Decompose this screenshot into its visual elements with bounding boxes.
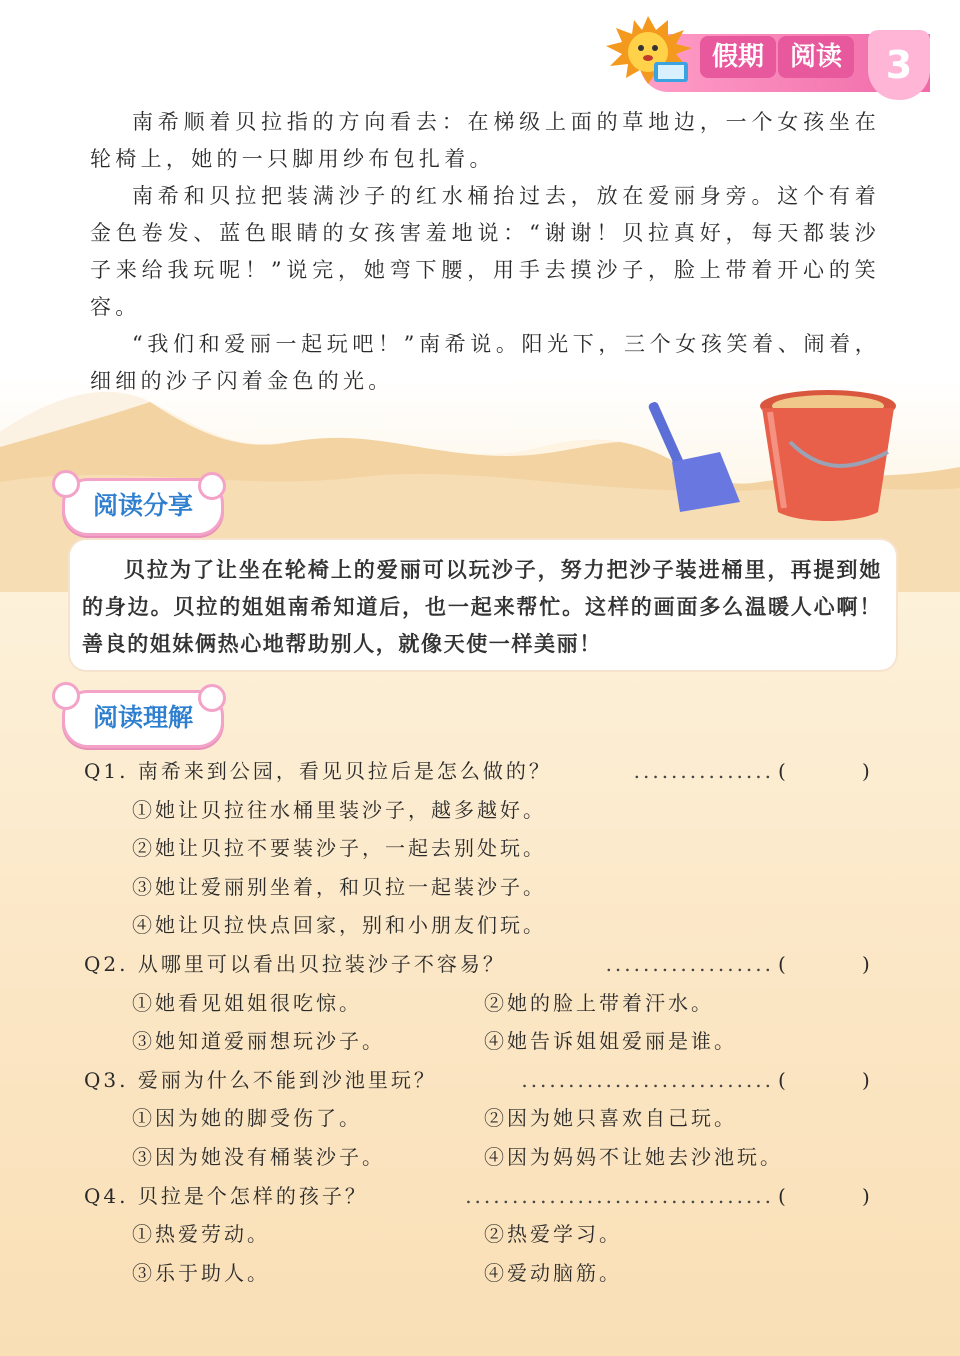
share-text: 贝拉为了让坐在轮椅上的爱丽可以玩沙子，努力把沙子装进桶里，再提到她的身边。贝拉的姐姐南希知道后，也一起来帮忙。这样的画面多么温暖人心啊！善良的姐妹俩热心地帮助别人，就像天使一样美丽！ <box>82 558 882 656</box>
cloud-bubble-icon <box>198 684 226 712</box>
option-row <box>84 1022 884 1061</box>
option-row <box>84 1138 884 1177</box>
option-row <box>84 868 884 907</box>
comprehension-section-title: 阅读理解 <box>92 703 193 732</box>
answer-bracket-open[interactable]: ( <box>778 1183 786 1208</box>
option[interactable]: ④她让贝拉快点回家，别和小朋友们玩。 <box>132 913 546 938</box>
question-list <box>84 752 884 1292</box>
option[interactable]: ④因为妈妈不让她去沙池玩。 <box>484 1144 783 1169</box>
answer-bracket-open[interactable]: ( <box>778 759 786 783</box>
question-row <box>84 945 884 984</box>
answer-bracket-close[interactable]: ) <box>862 1067 870 1092</box>
option[interactable]: ④爱动脑筋。 <box>484 1260 622 1285</box>
cloud-bubble-icon <box>52 682 80 710</box>
option[interactable]: ③因为她没有桶装沙子。 <box>132 1144 385 1169</box>
answer-bracket-open[interactable]: ( <box>778 1067 786 1092</box>
option-row <box>84 1254 884 1293</box>
option-row <box>84 1215 884 1254</box>
option[interactable]: ③她知道爱丽想玩沙子。 <box>132 1029 385 1054</box>
share-section-title: 阅读分享 <box>92 491 193 520</box>
option[interactable]: ④她告诉姐姐爱丽是谁。 <box>484 1029 737 1054</box>
lion-mascot-icon <box>596 14 700 90</box>
option-row <box>84 1099 884 1138</box>
option-row <box>84 829 884 868</box>
option[interactable]: ②她让贝拉不要装沙子，一起去别处玩。 <box>132 836 546 861</box>
page-number: 3 <box>868 30 930 100</box>
header-tag-holiday: 假期 <box>700 36 776 78</box>
option[interactable]: ①她让贝拉往水桶里装沙子，越多越好。 <box>132 797 546 822</box>
question-text: Q4. 贝拉是个怎样的孩子？ <box>84 1183 368 1208</box>
leader-dots: ............... <box>633 759 774 783</box>
answer-bracket-close[interactable]: ) <box>862 1183 870 1208</box>
option[interactable]: ③她让爱丽别坐着，和贝拉一起装沙子。 <box>132 874 546 899</box>
question-row <box>84 1061 884 1100</box>
question-row <box>84 752 884 791</box>
cloud-bubble-icon <box>52 470 80 498</box>
answer-bracket-close[interactable]: ) <box>862 951 870 976</box>
cloud-bubble-icon <box>198 472 226 500</box>
option[interactable]: ①因为她的脚受伤了。 <box>132 1106 362 1131</box>
option[interactable]: ②热爱学习。 <box>484 1222 622 1247</box>
question-row <box>84 1177 884 1216</box>
story-text <box>90 104 880 400</box>
option[interactable]: ②因为她只喜欢自己玩。 <box>484 1106 737 1131</box>
question-text: Q3. 爱丽为什么不能到沙池里玩？ <box>84 1067 437 1092</box>
question-text: Q2. 从哪里可以看出贝拉装沙子不容易？ <box>84 951 506 976</box>
leader-dots: ........................... <box>521 1067 774 1092</box>
leader-dots: ................................. <box>465 1183 774 1208</box>
answer-bracket-open[interactable]: ( <box>778 951 786 976</box>
question-text: Q1. 南希来到公园，看见贝拉后是怎么做的？ <box>84 759 552 783</box>
option[interactable]: ①热爱劳动。 <box>132 1222 270 1247</box>
option[interactable]: ②她的脸上带着汗水。 <box>484 990 714 1015</box>
story-paragraph: 南希顺着贝拉指的方向看去：在梯级上面的草地边，一个女孩坐在轮椅上，她的一只脚用纱布包扎着。 <box>90 110 880 171</box>
leader-dots: .................. <box>605 951 774 976</box>
option[interactable]: ①她看见姐姐很吃惊。 <box>132 990 362 1015</box>
answer-bracket-close[interactable]: ) <box>862 759 870 783</box>
option-row <box>84 984 884 1023</box>
option-row <box>84 906 884 945</box>
share-box <box>70 540 896 670</box>
bucket-icon <box>760 390 896 521</box>
option-row <box>84 791 884 830</box>
story-paragraph: 南希和贝拉把装满沙子的红水桶抬过去，放在爱丽身旁。这个有着金色卷发、蓝色眼睛的女孩害羞地说：“谢谢！贝拉真好，每天都装沙子来给我玩呢！”说完，她弯下腰，用手去摸沙子，脸上带着开心的笑容。 <box>90 184 880 319</box>
option[interactable]: ③乐于助人。 <box>132 1260 270 1285</box>
story-paragraph: “我们和爱丽一起玩吧！”南希说。阳光下，三个女孩笑着、闹着，细细的沙子闪着金色的光。 <box>90 332 880 393</box>
header-tag-reading: 阅读 <box>778 36 854 78</box>
